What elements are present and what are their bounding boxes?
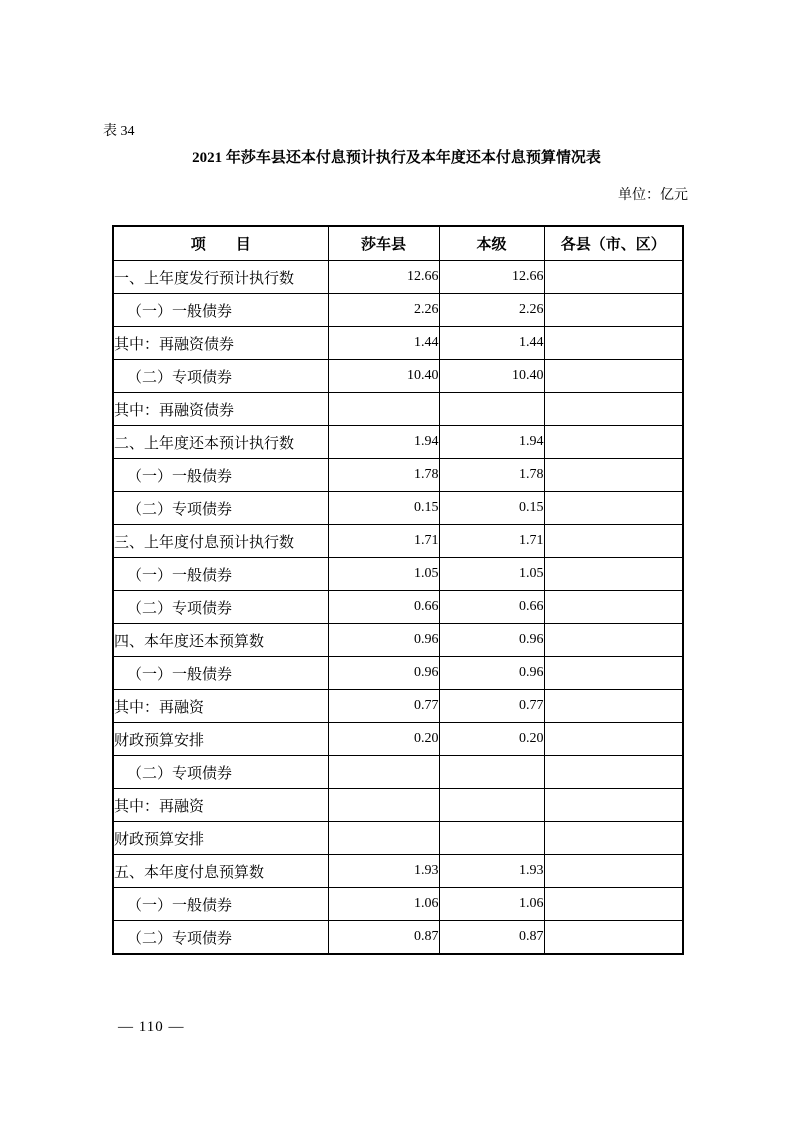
shache-value-cell: 10.40 bbox=[328, 360, 439, 393]
shache-value-cell: 0.77 bbox=[328, 690, 439, 723]
table-row bbox=[113, 921, 683, 955]
benji-value-cell bbox=[439, 393, 544, 426]
table-row bbox=[113, 624, 683, 657]
counties-value-cell bbox=[544, 855, 683, 888]
counties-value-cell bbox=[544, 558, 683, 591]
benji-value-cell: 0.15 bbox=[439, 492, 544, 525]
shache-value-cell: 0.96 bbox=[328, 624, 439, 657]
shache-value-cell: 1.94 bbox=[328, 426, 439, 459]
benji-value-cell bbox=[439, 789, 544, 822]
item-cell: （一）一般债券 bbox=[113, 558, 328, 591]
item-cell: 三、上年度付息预计执行数 bbox=[113, 525, 328, 558]
item-cell: （二）专项债券 bbox=[113, 591, 328, 624]
table-number-label: 表 34 bbox=[103, 124, 135, 139]
table-row bbox=[113, 789, 683, 822]
counties-value-cell bbox=[544, 294, 683, 327]
counties-value-cell bbox=[544, 756, 683, 789]
item-cell: 一、上年度发行预计执行数 bbox=[113, 261, 328, 294]
counties-value-cell bbox=[544, 888, 683, 921]
item-cell: 其中：再融资债券 bbox=[113, 327, 328, 360]
document-title: 2021 年莎车县还本付息预计执行及本年度还本付息预算情况表 bbox=[192, 150, 601, 166]
shache-value-cell: 2.26 bbox=[328, 294, 439, 327]
table-row bbox=[113, 723, 683, 756]
counties-value-cell bbox=[544, 657, 683, 690]
table-row bbox=[113, 657, 683, 690]
counties-value-cell bbox=[544, 690, 683, 723]
table-body bbox=[113, 261, 683, 955]
benji-value-cell: 1.94 bbox=[439, 426, 544, 459]
table-row bbox=[113, 294, 683, 327]
item-cell: 其中：再融资 bbox=[113, 690, 328, 723]
table-row bbox=[113, 558, 683, 591]
shache-value-cell bbox=[328, 756, 439, 789]
item-cell: 其中：再融资 bbox=[113, 789, 328, 822]
counties-value-cell bbox=[544, 261, 683, 294]
benji-value-cell: 1.44 bbox=[439, 327, 544, 360]
shache-value-cell: 1.44 bbox=[328, 327, 439, 360]
item-cell: 四、本年度还本预算数 bbox=[113, 624, 328, 657]
table-row bbox=[113, 261, 683, 294]
budget-table bbox=[112, 225, 684, 955]
table-row bbox=[113, 690, 683, 723]
counties-value-cell bbox=[544, 822, 683, 855]
shache-value-cell: 1.93 bbox=[328, 855, 439, 888]
shache-value-cell: 0.15 bbox=[328, 492, 439, 525]
column-header-item: 项 目 bbox=[113, 226, 328, 261]
counties-value-cell bbox=[544, 789, 683, 822]
counties-value-cell bbox=[544, 393, 683, 426]
item-cell: （一）一般债券 bbox=[113, 657, 328, 690]
counties-value-cell bbox=[544, 921, 683, 955]
benji-value-cell: 0.20 bbox=[439, 723, 544, 756]
table-header-row bbox=[113, 226, 683, 261]
table-row bbox=[113, 591, 683, 624]
shache-value-cell: 0.87 bbox=[328, 921, 439, 955]
benji-value-cell: 0.77 bbox=[439, 690, 544, 723]
page-number: — 110 — bbox=[118, 1019, 185, 1035]
item-cell: 五、本年度付息预算数 bbox=[113, 855, 328, 888]
table-row bbox=[113, 756, 683, 789]
shache-value-cell: 1.71 bbox=[328, 525, 439, 558]
benji-value-cell bbox=[439, 756, 544, 789]
table-row bbox=[113, 822, 683, 855]
counties-value-cell bbox=[544, 525, 683, 558]
benji-value-cell: 12.66 bbox=[439, 261, 544, 294]
benji-value-cell: 0.96 bbox=[439, 657, 544, 690]
column-header-counties: 各县（市、区） bbox=[544, 226, 683, 261]
item-cell: （二）专项债券 bbox=[113, 360, 328, 393]
counties-value-cell bbox=[544, 591, 683, 624]
shache-value-cell bbox=[328, 822, 439, 855]
item-cell: （二）专项债券 bbox=[113, 921, 328, 955]
shache-value-cell: 0.96 bbox=[328, 657, 439, 690]
column-header-shache: 莎车县 bbox=[328, 226, 439, 261]
benji-value-cell: 10.40 bbox=[439, 360, 544, 393]
counties-value-cell bbox=[544, 624, 683, 657]
item-cell: 财政预算安排 bbox=[113, 723, 328, 756]
table-row bbox=[113, 888, 683, 921]
column-header-benji: 本级 bbox=[439, 226, 544, 261]
shache-value-cell: 12.66 bbox=[328, 261, 439, 294]
shache-value-cell: 1.06 bbox=[328, 888, 439, 921]
benji-value-cell: 1.71 bbox=[439, 525, 544, 558]
shache-value-cell: 1.78 bbox=[328, 459, 439, 492]
item-cell: （一）一般债券 bbox=[113, 294, 328, 327]
benji-value-cell: 1.05 bbox=[439, 558, 544, 591]
benji-value-cell: 1.06 bbox=[439, 888, 544, 921]
item-cell: 财政预算安排 bbox=[113, 822, 328, 855]
table-row bbox=[113, 360, 683, 393]
benji-value-cell: 0.87 bbox=[439, 921, 544, 955]
unit-label: 单位：亿元 bbox=[618, 188, 688, 203]
item-cell: （二）专项债券 bbox=[113, 756, 328, 789]
table-row bbox=[113, 492, 683, 525]
table-row bbox=[113, 426, 683, 459]
item-cell: 二、上年度还本预计执行数 bbox=[113, 426, 328, 459]
counties-value-cell bbox=[544, 459, 683, 492]
shache-value-cell bbox=[328, 789, 439, 822]
table-row bbox=[113, 459, 683, 492]
item-cell: （一）一般债券 bbox=[113, 459, 328, 492]
benji-value-cell: 0.96 bbox=[439, 624, 544, 657]
shache-value-cell bbox=[328, 393, 439, 426]
shache-value-cell: 0.20 bbox=[328, 723, 439, 756]
counties-value-cell bbox=[544, 723, 683, 756]
table-row bbox=[113, 855, 683, 888]
benji-value-cell: 1.78 bbox=[439, 459, 544, 492]
benji-value-cell: 2.26 bbox=[439, 294, 544, 327]
counties-value-cell bbox=[544, 426, 683, 459]
counties-value-cell bbox=[544, 360, 683, 393]
item-cell: 其中：再融资债券 bbox=[113, 393, 328, 426]
counties-value-cell bbox=[544, 492, 683, 525]
table-row bbox=[113, 327, 683, 360]
counties-value-cell bbox=[544, 327, 683, 360]
benji-value-cell: 1.93 bbox=[439, 855, 544, 888]
shache-value-cell: 1.05 bbox=[328, 558, 439, 591]
table-row bbox=[113, 393, 683, 426]
item-cell: （一）一般债券 bbox=[113, 888, 328, 921]
item-cell: （二）专项债券 bbox=[113, 492, 328, 525]
benji-value-cell bbox=[439, 822, 544, 855]
table-row bbox=[113, 525, 683, 558]
shache-value-cell: 0.66 bbox=[328, 591, 439, 624]
benji-value-cell: 0.66 bbox=[439, 591, 544, 624]
